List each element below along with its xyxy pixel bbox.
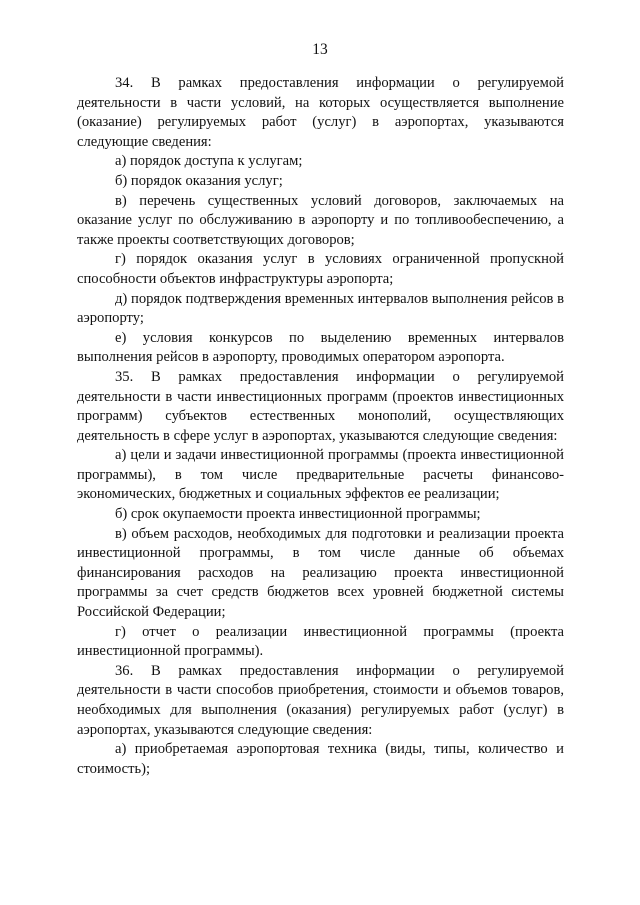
paragraph-34-intro: 34. В рамках предоставления информации о регулируемой деятельности в части условий, на которых осуществляется выполнение (оказание) регулируемых работ (услуг) в аэропортах, указываются следующие сведения: (77, 75, 564, 150)
paragraph-35-v: в) объем расходов, необходимых для подготовки и реализации проекта инвестиционной программы, в том числе данные об объемах финансирования расходов на реализацию проекта инвестиционной программы за счет средств бюджетов всех уровней бюджетной системы Российской Федерации; (77, 525, 564, 621)
paragraph-34-b: б) порядок оказания услуг; (115, 172, 283, 189)
page-number: 13 (312, 41, 328, 58)
paragraph-34-a: а) порядок доступа к услугам; (115, 153, 303, 170)
paragraph-35-g: г) отчет о реализации инвестиционной программы (проекта инвестиционной программы). (77, 623, 564, 660)
paragraph-35-a: а) цели и задачи инвестиционной программы (проекта инвестиционной программы), в том числе предварительные расчеты финансово-экономических, бюджетных и социальных эффектов ее реализации; (77, 447, 564, 503)
paragraph-35-intro: 35. В рамках предоставления информации о регулируемой деятельности в части инвестиционных программ (проектов инвестиционных программ) субъектов естественных монополий, осуществляющих деятельность в сфере услуг в аэропортах, указываются следующие сведения: (77, 368, 564, 444)
paragraph-34-d: д) порядок подтверждения временных интервалов выполнения рейсов в аэропорту; (77, 290, 564, 327)
paragraph-35-b: б) срок окупаемости проекта инвестиционной программы; (115, 506, 481, 523)
paragraph-34-v: в) перечень существенных условий договоров, заключаемых на оказание услуг по обслуживанию в аэропорту и по топливообеспечению, а также проекты соответствующих договоров; (77, 192, 564, 248)
paragraph-36-a: а) приобретаемая аэропортовая техника (виды, типы, количество и стоимость); (77, 741, 564, 777)
document-body (77, 74, 564, 779)
paragraph-34-e: е) условия конкурсов по выделению временных интервалов выполнения рейсов в аэропорту, проводимых оператором аэропорта. (77, 329, 564, 366)
paragraph-34-g: г) порядок оказания услуг в условиях ограниченной пропускной способности объектов инфраструктуры аэропорта; (77, 251, 564, 287)
paragraph-36-intro: 36. В рамках предоставления информации о регулируемой деятельности в части способов приобретения, стоимости и объемов товаров, необходимых для выполнения (оказания) регулируемых работ (услуг) в аэропортах, указываются следующие сведения: (77, 662, 564, 738)
